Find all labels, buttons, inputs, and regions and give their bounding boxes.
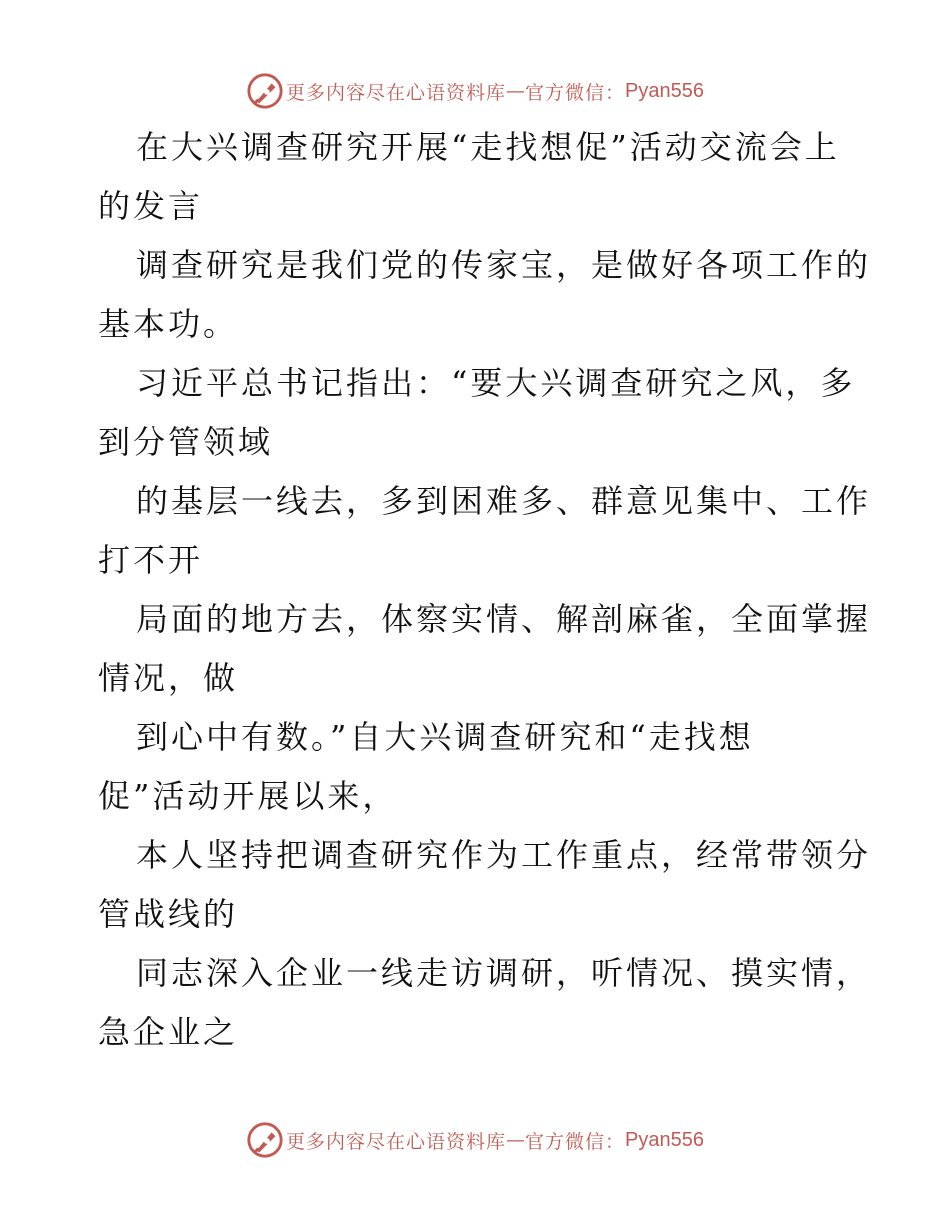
footer-banner [0, 1115, 950, 1165]
paragraph-line: 习近平总书记指出：“要大兴调查研究之风，多 [136, 364, 856, 402]
paragraph-line: 调查研究是我们党的传家宝，是做好各项工作的 [136, 246, 872, 284]
watermark-wechat-label: 官方微信： [525, 81, 626, 104]
paragraph-line: 到心中有数。”自大兴调查研究和“走找想 [136, 718, 754, 756]
watermark-separator: — [506, 1129, 526, 1151]
document-body [98, 118, 872, 1062]
paragraph-line: 的发言 [98, 187, 204, 225]
paragraph-line: 急企业之 [98, 1013, 239, 1051]
watermark-wechat-label: 官方微信： [525, 1130, 626, 1153]
watermark-brand-text: 更多内容尽在心语资料库 [286, 81, 507, 104]
pen-nib-logo-icon [246, 72, 284, 110]
paragraph-line: 在大兴调查研究开展“走找想促”活动交流会上 [136, 128, 840, 166]
watermark-separator: — [506, 80, 526, 102]
paragraph-line: 基本功。 [98, 305, 239, 343]
paragraph-line: 到分管领域 [98, 423, 274, 461]
paragraph-line: 促”活动开展以来， [98, 777, 398, 815]
paragraph-line: 管战线的 [98, 895, 239, 933]
paragraph-line: 打不开 [98, 541, 204, 579]
paragraph-line: 同志深入企业一线走访调研，听情况、摸实情， [136, 954, 872, 992]
pen-nib-logo-icon [246, 1121, 284, 1159]
header-banner [0, 66, 950, 116]
paragraph-line: 局面的地方去，体察实情、解剖麻雀，全面掌握 [136, 600, 872, 638]
watermark-wechat-id: Pyan556 [625, 79, 704, 102]
paragraph-line: 本人坚持把调查研究作为工作重点，经常带领分 [136, 836, 872, 874]
paragraph-line: 情况，做 [98, 659, 239, 697]
watermark-wechat-id: Pyan556 [625, 1128, 704, 1151]
watermark-brand-text: 更多内容尽在心语资料库 [286, 1130, 507, 1153]
paragraph-line: 的基层一线去，多到困难多、群意见集中、工作 [136, 482, 872, 520]
